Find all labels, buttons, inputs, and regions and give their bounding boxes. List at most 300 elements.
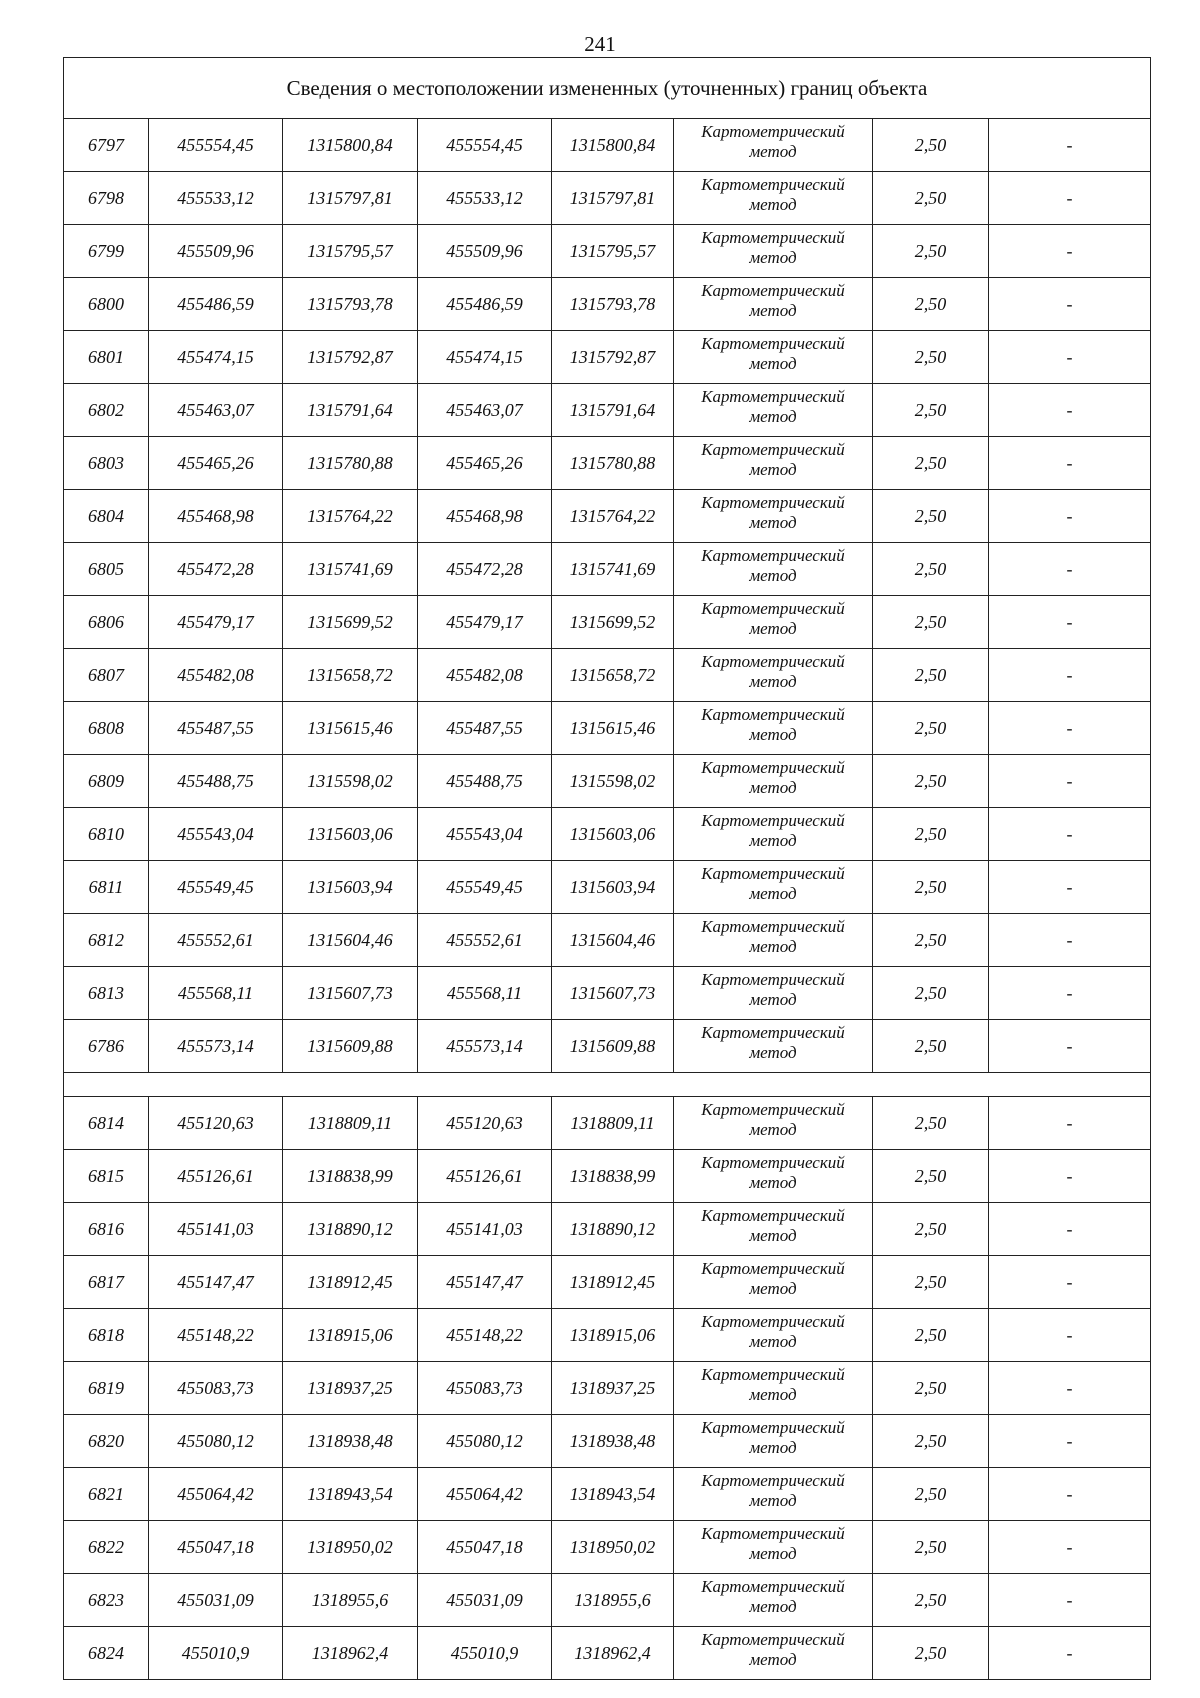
refined-y-cell: 1315793,78 xyxy=(552,278,674,331)
point-number-cell: 6815 xyxy=(64,1150,149,1203)
point-number-cell: 6798 xyxy=(64,172,149,225)
method-line: метод xyxy=(749,1173,797,1192)
accuracy-cell: 2,50 xyxy=(873,1203,989,1256)
refined-y-cell: 1315741,69 xyxy=(552,543,674,596)
point-number-cell: 6808 xyxy=(64,702,149,755)
point-number-cell: 6820 xyxy=(64,1415,149,1468)
method-line: Картометрический xyxy=(701,705,845,724)
existing-y-cell: 1315603,06 xyxy=(283,808,418,861)
existing-y-cell: 1315800,84 xyxy=(283,119,418,172)
point-number-cell: 6812 xyxy=(64,914,149,967)
method-line: метод xyxy=(749,354,797,373)
table-row xyxy=(64,1150,1151,1203)
existing-x-cell: 455047,18 xyxy=(149,1521,283,1574)
existing-y-cell: 1318937,25 xyxy=(283,1362,418,1415)
method-cell xyxy=(674,543,873,596)
method-cell xyxy=(674,278,873,331)
accuracy-cell: 2,50 xyxy=(873,914,989,967)
refined-y-cell: 1318912,45 xyxy=(552,1256,674,1309)
refined-y-cell: 1315603,94 xyxy=(552,861,674,914)
method-line: Картометрический xyxy=(701,1259,845,1278)
table-row xyxy=(64,331,1151,384)
accuracy-cell: 2,50 xyxy=(873,384,989,437)
note-cell: - xyxy=(989,384,1151,437)
method-cell xyxy=(674,861,873,914)
note-cell: - xyxy=(989,278,1151,331)
refined-x-cell: 455465,26 xyxy=(418,437,552,490)
method-cell xyxy=(674,1627,873,1680)
existing-x-cell: 455549,45 xyxy=(149,861,283,914)
refined-y-cell: 1318915,06 xyxy=(552,1309,674,1362)
existing-y-cell: 1318838,99 xyxy=(283,1150,418,1203)
existing-x-cell: 455010,9 xyxy=(149,1627,283,1680)
method-line: Картометрический xyxy=(701,1153,845,1172)
existing-y-cell: 1315741,69 xyxy=(283,543,418,596)
refined-x-cell: 455472,28 xyxy=(418,543,552,596)
refined-x-cell: 455479,17 xyxy=(418,596,552,649)
note-cell: - xyxy=(989,861,1151,914)
existing-y-cell: 1315764,22 xyxy=(283,490,418,543)
method-line: метод xyxy=(749,619,797,638)
method-line: метод xyxy=(749,831,797,850)
method-line: метод xyxy=(749,1043,797,1062)
method-line: Картометрический xyxy=(701,334,845,353)
table-row xyxy=(64,649,1151,702)
point-number-cell: 6809 xyxy=(64,755,149,808)
refined-x-cell: 455486,59 xyxy=(418,278,552,331)
accuracy-cell: 2,50 xyxy=(873,437,989,490)
accuracy-cell: 2,50 xyxy=(873,1362,989,1415)
method-cell xyxy=(674,437,873,490)
method-line: метод xyxy=(749,990,797,1009)
accuracy-cell: 2,50 xyxy=(873,596,989,649)
method-line: Картометрический xyxy=(701,122,845,141)
refined-x-cell: 455552,61 xyxy=(418,914,552,967)
table-row xyxy=(64,119,1151,172)
existing-y-cell: 1315699,52 xyxy=(283,596,418,649)
method-line: метод xyxy=(749,1120,797,1139)
method-line: метод xyxy=(749,513,797,532)
note-cell: - xyxy=(989,967,1151,1020)
refined-x-cell: 455047,18 xyxy=(418,1521,552,1574)
existing-y-cell: 1315607,73 xyxy=(283,967,418,1020)
method-line: метод xyxy=(749,1279,797,1298)
existing-y-cell: 1315793,78 xyxy=(283,278,418,331)
existing-y-cell: 1315658,72 xyxy=(283,649,418,702)
accuracy-cell: 2,50 xyxy=(873,1521,989,1574)
existing-x-cell: 455543,04 xyxy=(149,808,283,861)
method-line: метод xyxy=(749,1226,797,1245)
existing-x-cell: 455474,15 xyxy=(149,331,283,384)
refined-y-cell: 1318962,4 xyxy=(552,1627,674,1680)
note-cell: - xyxy=(989,596,1151,649)
method-cell xyxy=(674,967,873,1020)
existing-y-cell: 1315792,87 xyxy=(283,331,418,384)
contour-separator-row xyxy=(64,1073,1151,1097)
method-line: метод xyxy=(749,778,797,797)
note-cell: - xyxy=(989,1150,1151,1203)
method-line: Картометрический xyxy=(701,1524,845,1543)
refined-y-cell: 1315603,06 xyxy=(552,808,674,861)
method-line: метод xyxy=(749,1597,797,1616)
existing-x-cell: 455509,96 xyxy=(149,225,283,278)
existing-y-cell: 1318955,6 xyxy=(283,1574,418,1627)
method-line: Картометрический xyxy=(701,228,845,247)
point-number-cell: 6803 xyxy=(64,437,149,490)
method-line: Картометрический xyxy=(701,652,845,671)
method-line: Картометрический xyxy=(701,1365,845,1384)
table-row xyxy=(64,1309,1151,1362)
existing-x-cell: 455120,63 xyxy=(149,1097,283,1150)
note-cell: - xyxy=(989,649,1151,702)
table-row xyxy=(64,490,1151,543)
point-number-cell: 6817 xyxy=(64,1256,149,1309)
existing-y-cell: 1315609,88 xyxy=(283,1020,418,1073)
refined-y-cell: 1318938,48 xyxy=(552,1415,674,1468)
point-number-cell: 6819 xyxy=(64,1362,149,1415)
refined-y-cell: 1318937,25 xyxy=(552,1362,674,1415)
existing-x-cell: 455486,59 xyxy=(149,278,283,331)
existing-x-cell: 455141,03 xyxy=(149,1203,283,1256)
point-number-cell: 6813 xyxy=(64,967,149,1020)
refined-x-cell: 455568,11 xyxy=(418,967,552,1020)
refined-y-cell: 1318838,99 xyxy=(552,1150,674,1203)
method-cell xyxy=(674,1362,873,1415)
boundary-coordinates-table xyxy=(63,57,1151,1680)
existing-y-cell: 1318950,02 xyxy=(283,1521,418,1574)
refined-y-cell: 1315792,87 xyxy=(552,331,674,384)
method-line: Картометрический xyxy=(701,970,845,989)
refined-x-cell: 455120,63 xyxy=(418,1097,552,1150)
method-cell xyxy=(674,384,873,437)
refined-x-cell: 455463,07 xyxy=(418,384,552,437)
method-line: метод xyxy=(749,301,797,320)
refined-x-cell: 455064,42 xyxy=(418,1468,552,1521)
existing-x-cell: 455463,07 xyxy=(149,384,283,437)
table-row xyxy=(64,1362,1151,1415)
method-line: Картометрический xyxy=(701,387,845,406)
note-cell: - xyxy=(989,1256,1151,1309)
existing-x-cell: 455472,28 xyxy=(149,543,283,596)
refined-x-cell: 455509,96 xyxy=(418,225,552,278)
existing-y-cell: 1315780,88 xyxy=(283,437,418,490)
page-number: 241 xyxy=(584,32,616,56)
refined-x-cell: 455488,75 xyxy=(418,755,552,808)
point-number-cell: 6814 xyxy=(64,1097,149,1150)
method-line: Картометрический xyxy=(701,175,845,194)
existing-y-cell: 1315604,46 xyxy=(283,914,418,967)
method-cell xyxy=(674,1309,873,1362)
refined-x-cell: 455573,14 xyxy=(418,1020,552,1073)
method-line: Картометрический xyxy=(701,811,845,830)
method-cell xyxy=(674,1256,873,1309)
refined-x-cell: 455031,09 xyxy=(418,1574,552,1627)
table-row xyxy=(64,861,1151,914)
method-cell xyxy=(674,1415,873,1468)
method-cell xyxy=(674,119,873,172)
existing-y-cell: 1315598,02 xyxy=(283,755,418,808)
existing-y-cell: 1318912,45 xyxy=(283,1256,418,1309)
method-line: метод xyxy=(749,195,797,214)
accuracy-cell: 2,50 xyxy=(873,1150,989,1203)
accuracy-cell: 2,50 xyxy=(873,861,989,914)
existing-x-cell: 455031,09 xyxy=(149,1574,283,1627)
method-line: метод xyxy=(749,1650,797,1669)
method-cell xyxy=(674,808,873,861)
accuracy-cell: 2,50 xyxy=(873,172,989,225)
table-row xyxy=(64,1574,1151,1627)
existing-y-cell: 1318962,4 xyxy=(283,1627,418,1680)
method-line: Картометрический xyxy=(701,1418,845,1437)
method-line: Картометрический xyxy=(701,917,845,936)
method-line: метод xyxy=(749,142,797,161)
accuracy-cell: 2,50 xyxy=(873,1097,989,1150)
note-cell: - xyxy=(989,914,1151,967)
existing-x-cell: 455554,45 xyxy=(149,119,283,172)
method-cell xyxy=(674,1203,873,1256)
table-row xyxy=(64,967,1151,1020)
refined-y-cell: 1315699,52 xyxy=(552,596,674,649)
refined-y-cell: 1315604,46 xyxy=(552,914,674,967)
method-line: метод xyxy=(749,460,797,479)
accuracy-cell: 2,50 xyxy=(873,1415,989,1468)
method-cell xyxy=(674,1574,873,1627)
table-row xyxy=(64,914,1151,967)
table-row xyxy=(64,225,1151,278)
accuracy-cell: 2,50 xyxy=(873,755,989,808)
table-row xyxy=(64,1468,1151,1521)
note-cell: - xyxy=(989,1203,1151,1256)
note-cell: - xyxy=(989,1468,1151,1521)
method-line: метод xyxy=(749,1438,797,1457)
refined-x-cell: 455147,47 xyxy=(418,1256,552,1309)
note-cell: - xyxy=(989,1020,1151,1073)
method-line: Картометрический xyxy=(701,758,845,777)
table-row xyxy=(64,1627,1151,1680)
table-row xyxy=(64,1415,1151,1468)
refined-y-cell: 1315764,22 xyxy=(552,490,674,543)
point-number-cell: 6818 xyxy=(64,1309,149,1362)
table-row xyxy=(64,278,1151,331)
accuracy-cell: 2,50 xyxy=(873,1309,989,1362)
existing-y-cell: 1315797,81 xyxy=(283,172,418,225)
method-line: метод xyxy=(749,1491,797,1510)
method-line: Картометрический xyxy=(701,1100,845,1119)
table-row xyxy=(64,1097,1151,1150)
refined-y-cell: 1315658,72 xyxy=(552,649,674,702)
existing-y-cell: 1315795,57 xyxy=(283,225,418,278)
point-number-cell: 6799 xyxy=(64,225,149,278)
refined-y-cell: 1315797,81 xyxy=(552,172,674,225)
table-row xyxy=(64,543,1151,596)
table-row xyxy=(64,1203,1151,1256)
method-line: метод xyxy=(749,407,797,426)
point-number-cell: 6821 xyxy=(64,1468,149,1521)
existing-x-cell: 455064,42 xyxy=(149,1468,283,1521)
note-cell: - xyxy=(989,1521,1151,1574)
point-number-cell: 6797 xyxy=(64,119,149,172)
accuracy-cell: 2,50 xyxy=(873,119,989,172)
method-cell xyxy=(674,755,873,808)
table-row xyxy=(64,172,1151,225)
method-line: метод xyxy=(749,937,797,956)
method-line: метод xyxy=(749,725,797,744)
table-title: Сведения о местоположении измененных (уточненных) границ объекта xyxy=(64,58,1151,119)
note-cell: - xyxy=(989,1574,1151,1627)
existing-x-cell: 455488,75 xyxy=(149,755,283,808)
existing-y-cell: 1318915,06 xyxy=(283,1309,418,1362)
accuracy-cell: 2,50 xyxy=(873,1627,989,1680)
point-number-cell: 6786 xyxy=(64,1020,149,1073)
existing-x-cell: 455487,55 xyxy=(149,702,283,755)
existing-x-cell: 455465,26 xyxy=(149,437,283,490)
existing-x-cell: 455568,11 xyxy=(149,967,283,1020)
method-cell xyxy=(674,172,873,225)
refined-y-cell: 1318890,12 xyxy=(552,1203,674,1256)
note-cell: - xyxy=(989,702,1151,755)
method-line: Картометрический xyxy=(701,599,845,618)
refined-x-cell: 455083,73 xyxy=(418,1362,552,1415)
refined-y-cell: 1315780,88 xyxy=(552,437,674,490)
refined-y-cell: 1318809,11 xyxy=(552,1097,674,1150)
method-line: метод xyxy=(749,1332,797,1351)
method-cell xyxy=(674,596,873,649)
accuracy-cell: 2,50 xyxy=(873,1020,989,1073)
existing-x-cell: 455479,17 xyxy=(149,596,283,649)
refined-y-cell: 1315598,02 xyxy=(552,755,674,808)
accuracy-cell: 2,50 xyxy=(873,1256,989,1309)
method-line: Картометрический xyxy=(701,864,845,883)
existing-x-cell: 455148,22 xyxy=(149,1309,283,1362)
method-cell xyxy=(674,1468,873,1521)
refined-y-cell: 1315607,73 xyxy=(552,967,674,1020)
refined-x-cell: 455080,12 xyxy=(418,1415,552,1468)
refined-x-cell: 455126,61 xyxy=(418,1150,552,1203)
existing-y-cell: 1315791,64 xyxy=(283,384,418,437)
existing-y-cell: 1315615,46 xyxy=(283,702,418,755)
point-number-cell: 6811 xyxy=(64,861,149,914)
method-line: метод xyxy=(749,1544,797,1563)
refined-x-cell: 455543,04 xyxy=(418,808,552,861)
table-row xyxy=(64,437,1151,490)
accuracy-cell: 2,50 xyxy=(873,331,989,384)
accuracy-cell: 2,50 xyxy=(873,702,989,755)
table-row xyxy=(64,384,1151,437)
method-cell xyxy=(674,702,873,755)
table-row xyxy=(64,596,1151,649)
note-cell: - xyxy=(989,172,1151,225)
method-line: Картометрический xyxy=(701,1312,845,1331)
note-cell: - xyxy=(989,119,1151,172)
refined-y-cell: 1315791,64 xyxy=(552,384,674,437)
method-line: Картометрический xyxy=(701,1577,845,1596)
point-number-cell: 6806 xyxy=(64,596,149,649)
existing-x-cell: 455126,61 xyxy=(149,1150,283,1203)
note-cell: - xyxy=(989,1097,1151,1150)
accuracy-cell: 2,50 xyxy=(873,808,989,861)
refined-x-cell: 455482,08 xyxy=(418,649,552,702)
existing-x-cell: 455468,98 xyxy=(149,490,283,543)
method-line: Картометрический xyxy=(701,440,845,459)
note-cell: - xyxy=(989,808,1151,861)
point-number-cell: 6822 xyxy=(64,1521,149,1574)
point-number-cell: 6800 xyxy=(64,278,149,331)
point-number-cell: 6810 xyxy=(64,808,149,861)
method-cell xyxy=(674,649,873,702)
contour-separator xyxy=(64,1073,1151,1097)
point-number-cell: 6801 xyxy=(64,331,149,384)
accuracy-cell: 2,50 xyxy=(873,1468,989,1521)
method-cell xyxy=(674,1097,873,1150)
existing-x-cell: 455482,08 xyxy=(149,649,283,702)
method-line: Картометрический xyxy=(701,546,845,565)
method-line: метод xyxy=(749,884,797,903)
refined-y-cell: 1318955,6 xyxy=(552,1574,674,1627)
method-line: Картометрический xyxy=(701,493,845,512)
accuracy-cell: 2,50 xyxy=(873,278,989,331)
refined-x-cell: 455549,45 xyxy=(418,861,552,914)
accuracy-cell: 2,50 xyxy=(873,1574,989,1627)
existing-y-cell: 1315603,94 xyxy=(283,861,418,914)
method-line: метод xyxy=(749,248,797,267)
method-line: Картометрический xyxy=(701,1206,845,1225)
table-row xyxy=(64,1256,1151,1309)
refined-y-cell: 1315615,46 xyxy=(552,702,674,755)
existing-x-cell: 455080,12 xyxy=(149,1415,283,1468)
note-cell: - xyxy=(989,1362,1151,1415)
table-title-row xyxy=(64,58,1151,119)
method-cell xyxy=(674,914,873,967)
existing-x-cell: 455573,14 xyxy=(149,1020,283,1073)
method-line: метод xyxy=(749,672,797,691)
method-line: Картометрический xyxy=(701,281,845,300)
refined-x-cell: 455487,55 xyxy=(418,702,552,755)
existing-y-cell: 1318943,54 xyxy=(283,1468,418,1521)
point-number-cell: 6807 xyxy=(64,649,149,702)
table-row xyxy=(64,702,1151,755)
accuracy-cell: 2,50 xyxy=(873,967,989,1020)
table-row xyxy=(64,1521,1151,1574)
method-cell xyxy=(674,1150,873,1203)
existing-x-cell: 455552,61 xyxy=(149,914,283,967)
refined-x-cell: 455533,12 xyxy=(418,172,552,225)
accuracy-cell: 2,50 xyxy=(873,649,989,702)
refined-y-cell: 1315609,88 xyxy=(552,1020,674,1073)
method-cell xyxy=(674,225,873,278)
note-cell: - xyxy=(989,225,1151,278)
refined-x-cell: 455141,03 xyxy=(418,1203,552,1256)
existing-x-cell: 455147,47 xyxy=(149,1256,283,1309)
refined-x-cell: 455474,15 xyxy=(418,331,552,384)
point-number-cell: 6824 xyxy=(64,1627,149,1680)
refined-y-cell: 1315800,84 xyxy=(552,119,674,172)
table-row xyxy=(64,808,1151,861)
existing-x-cell: 455083,73 xyxy=(149,1362,283,1415)
method-line: метод xyxy=(749,566,797,585)
method-cell xyxy=(674,490,873,543)
existing-y-cell: 1318809,11 xyxy=(283,1097,418,1150)
note-cell: - xyxy=(989,331,1151,384)
point-number-cell: 6816 xyxy=(64,1203,149,1256)
point-number-cell: 6823 xyxy=(64,1574,149,1627)
refined-x-cell: 455468,98 xyxy=(418,490,552,543)
accuracy-cell: 2,50 xyxy=(873,225,989,278)
refined-y-cell: 1315795,57 xyxy=(552,225,674,278)
method-cell xyxy=(674,331,873,384)
accuracy-cell: 2,50 xyxy=(873,490,989,543)
method-cell xyxy=(674,1521,873,1574)
point-number-cell: 6804 xyxy=(64,490,149,543)
